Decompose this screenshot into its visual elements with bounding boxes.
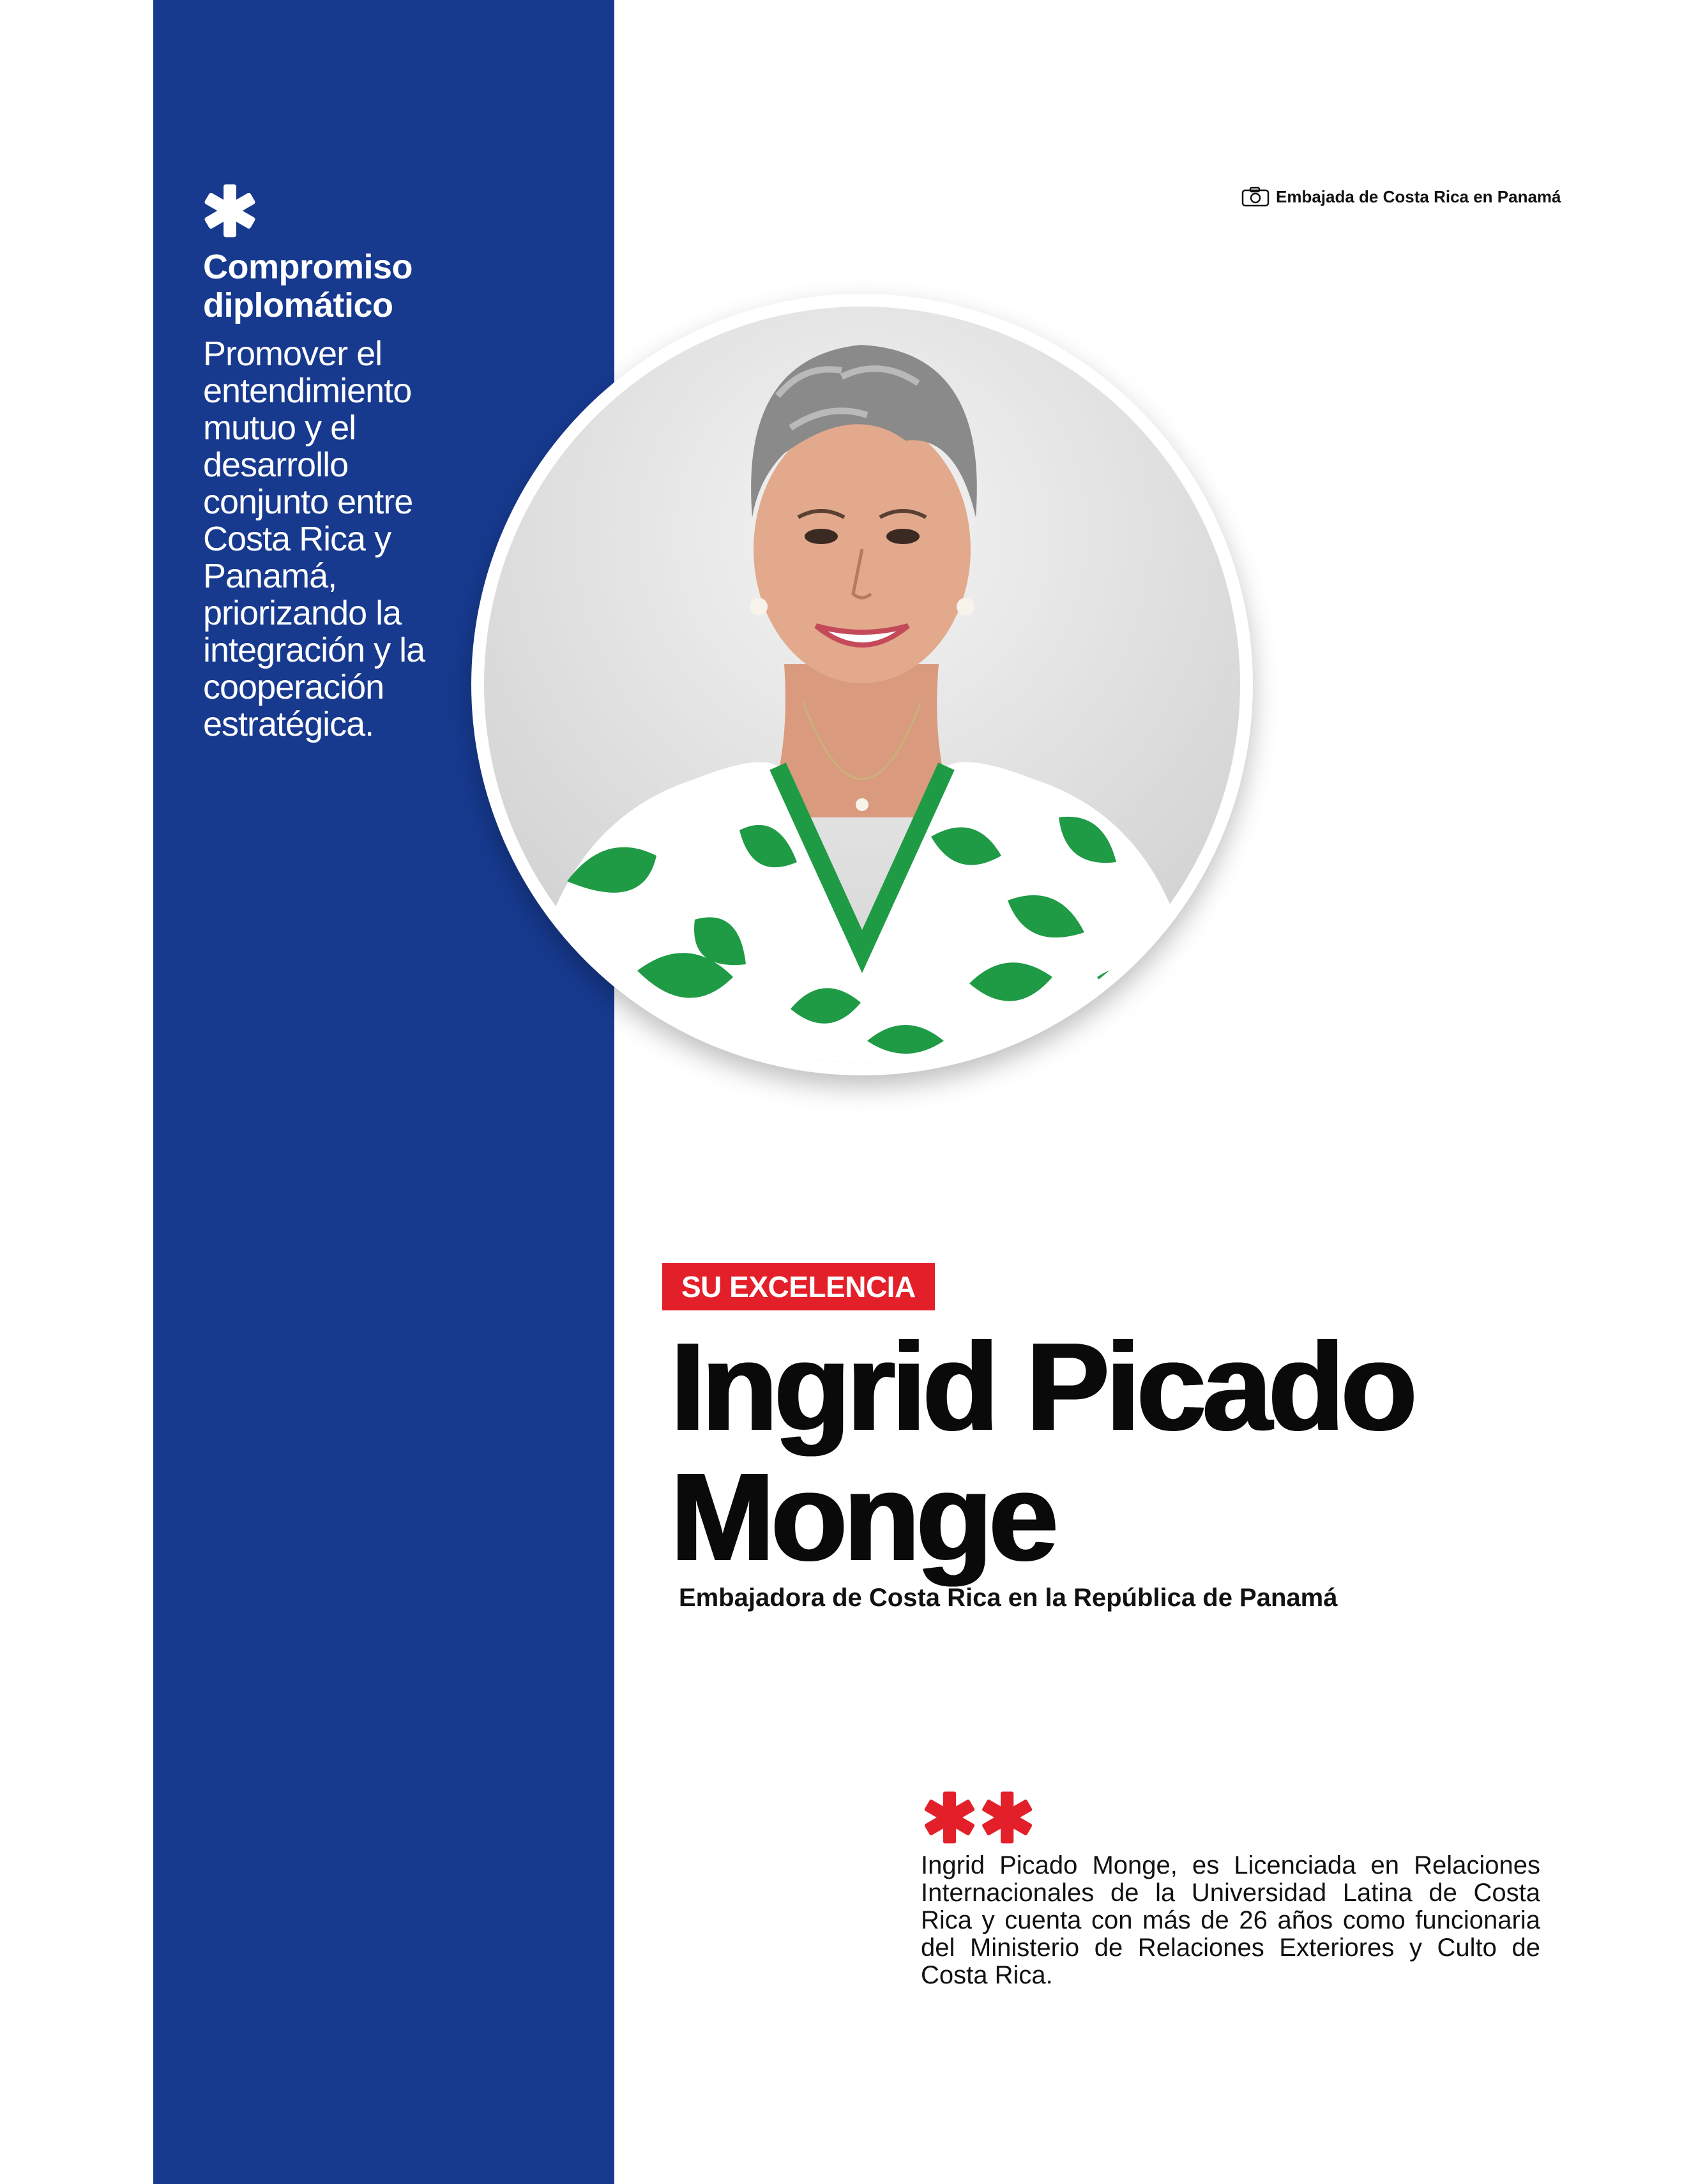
person-name: Ingrid Picado Monge: [671, 1317, 1414, 1587]
portrait-photo: [484, 307, 1240, 1063]
photo-credit: [1241, 184, 1561, 209]
title-tag: SU EXCELENCIA: [662, 1263, 935, 1310]
photo-credit-text: Embajada de Costa Rica en Panamá: [1276, 186, 1561, 206]
bio-text: Ingrid Picado Monge, es Licenciada en Relaciones Internacionales de la Universidad Latina de Costa Rica y cuenta con más de 26 años como funcionaria del Ministerio de Relaciones Exteriores y Culto de Costa Rica.: [921, 1851, 1540, 1989]
camera-icon: [1241, 186, 1269, 207]
sidebar-body-text: Promover el entendimiento mutuo y el desarrollo conjunto entre Costa Rica y Panamá, priorizando la integración y la cooperación estratégica.: [203, 335, 425, 743]
person-role: Embajadora de Costa Rica en la República de Panamá: [679, 1584, 1338, 1612]
sidebar-band: [153, 0, 614, 2184]
double-asterisk-icon: [920, 1788, 1038, 1847]
sidebar-heading: Compromiso diplomático: [203, 248, 413, 324]
portrait-illustration: [484, 307, 1240, 1063]
asterisk-icon: [201, 182, 259, 239]
